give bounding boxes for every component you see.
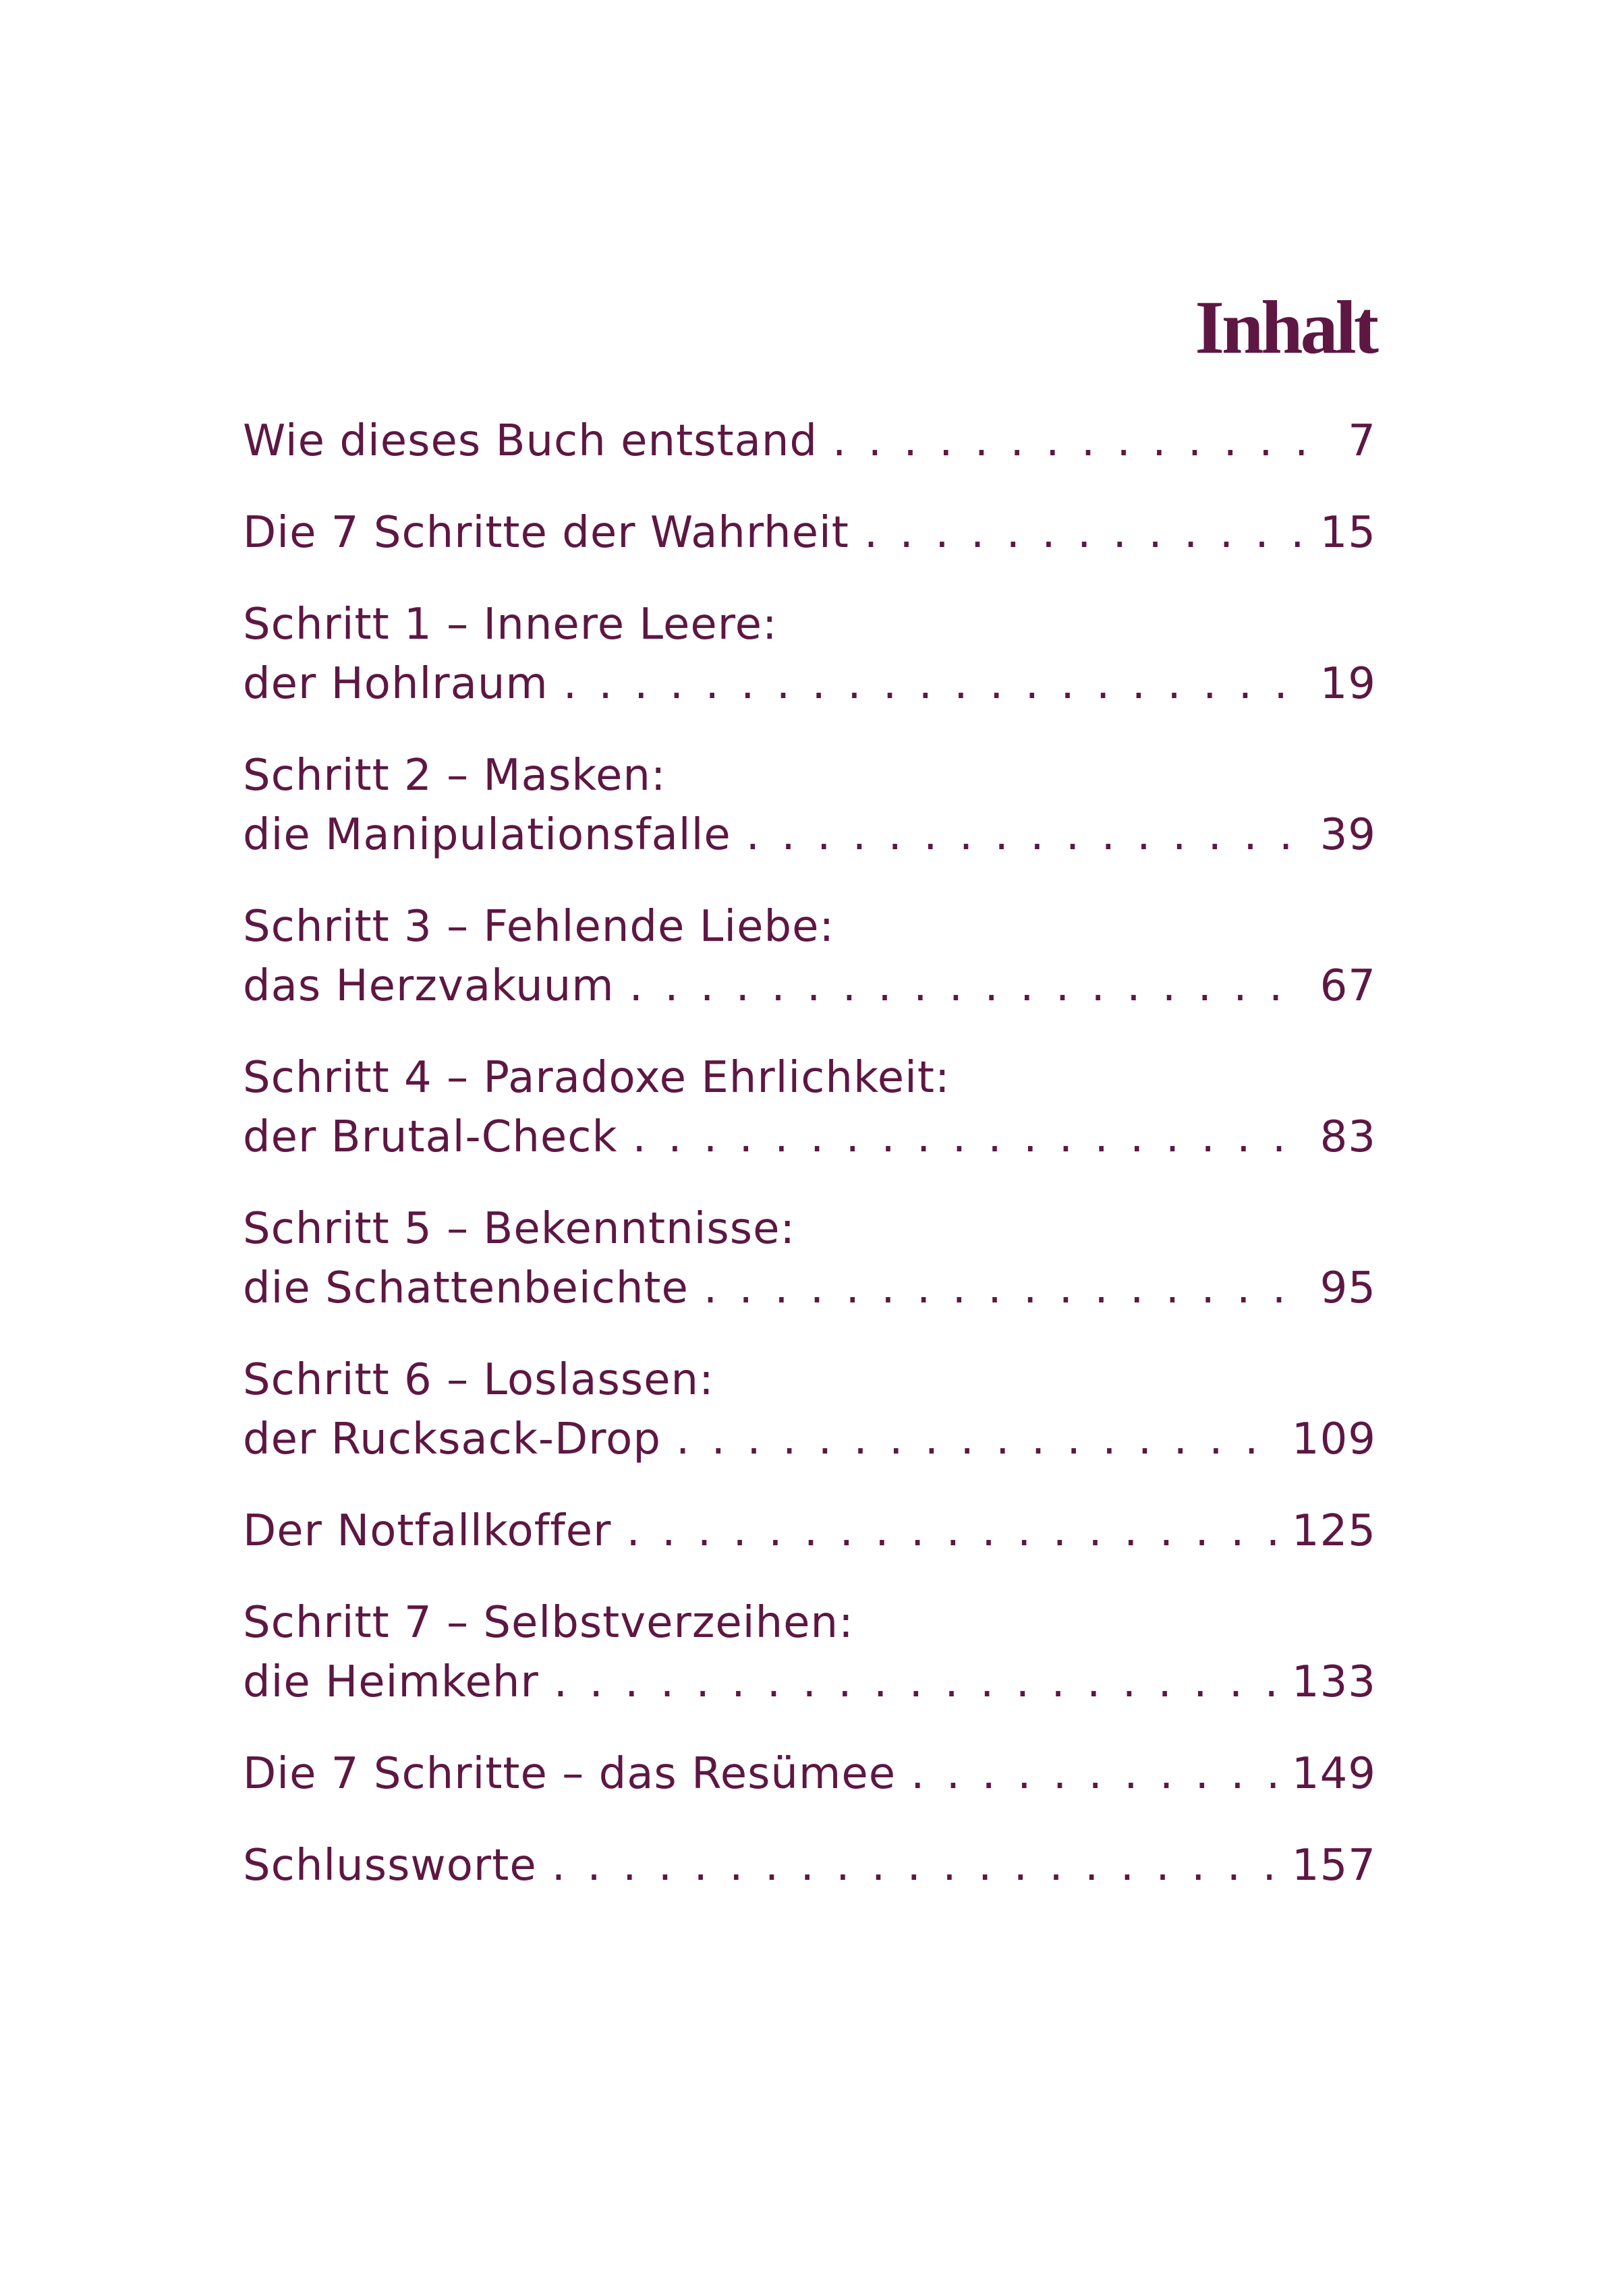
toc-leader-dots [633, 1108, 1305, 1167]
toc-leader-dots [704, 1259, 1305, 1318]
toc-page-number: 83 [1319, 1112, 1376, 1162]
toc-row [243, 1836, 1376, 1895]
toc-row [243, 956, 1376, 1016]
toc-entry-heading: Schritt 5 – Bekenntnisse: [243, 1204, 796, 1254]
toc-row [243, 1744, 1376, 1804]
toc-page-number: 19 [1319, 659, 1376, 709]
toc-entry-title: Die 7 Schritte – das Resümee [243, 1749, 897, 1799]
table-of-contents [243, 411, 1376, 1928]
toc-entry-title: die Manipulationsfalle [243, 810, 731, 860]
toc-leader-dots [676, 1410, 1277, 1469]
toc-entry-title: Wie dieses Buch entstand [243, 416, 818, 466]
toc-leader-dots [629, 956, 1305, 1016]
toc-entry[interactable] [243, 1836, 1376, 1895]
toc-row [243, 411, 1376, 471]
toc-page-number: 125 [1291, 1506, 1376, 1556]
toc-leader-dots [911, 1744, 1277, 1804]
toc-row [243, 1259, 1376, 1318]
toc-entry-heading: Schritt 1 – Innere Leere: [243, 600, 778, 650]
toc-entry-heading: Schritt 3 – Fehlende Liebe: [243, 902, 835, 952]
toc-entry[interactable] [243, 595, 1376, 714]
toc-row [243, 1653, 1376, 1712]
toc-page-number: 133 [1291, 1657, 1376, 1707]
toc-entry-title: der Brutal-Check [243, 1112, 618, 1162]
toc-entry-heading: Schritt 6 – Loslassen: [243, 1355, 714, 1405]
toc-entry[interactable] [243, 1744, 1376, 1804]
toc-page-number: 109 [1291, 1414, 1376, 1464]
toc-entry-title: Schlussworte [243, 1841, 537, 1891]
toc-leader-dots [554, 1653, 1277, 1712]
toc-leader-dots [552, 1836, 1277, 1895]
toc-entry-title: der Hohlraum [243, 659, 548, 709]
page-title: Inhalt [1195, 286, 1376, 370]
toc-entry[interactable] [243, 1350, 1376, 1469]
toc-entry[interactable] [243, 1501, 1376, 1561]
toc-entry[interactable] [243, 411, 1376, 471]
toc-entry[interactable] [243, 746, 1376, 865]
toc-page-number: 95 [1319, 1263, 1376, 1313]
toc-entry[interactable] [243, 897, 1376, 1016]
toc-entry-title: der Rucksack-Drop [243, 1414, 661, 1464]
toc-row [243, 1108, 1376, 1167]
toc-row [243, 503, 1376, 563]
toc-leader-dots [832, 411, 1333, 471]
toc-entry-title: die Schattenbeichte [243, 1263, 689, 1313]
toc-row [243, 805, 1376, 865]
toc-entry-heading: Schritt 7 – Selbstverzeihen: [243, 1598, 854, 1648]
toc-entry-title: die Heimkehr [243, 1657, 539, 1707]
toc-page-number: 67 [1319, 961, 1376, 1011]
toc-entry-title: Der Notfallkoffer [243, 1506, 612, 1556]
toc-entry-heading: Schritt 2 – Masken: [243, 751, 666, 801]
toc-entry[interactable] [243, 1048, 1376, 1167]
toc-page-number: 157 [1291, 1841, 1376, 1891]
toc-row [243, 1410, 1376, 1469]
toc-page-number: 149 [1291, 1749, 1376, 1799]
toc-page-number: 39 [1319, 810, 1376, 860]
toc-leader-dots [864, 503, 1305, 563]
toc-entry[interactable] [243, 1593, 1376, 1712]
toc-leader-dots [626, 1501, 1276, 1561]
toc-row [243, 1501, 1376, 1561]
toc-leader-dots [746, 805, 1305, 865]
toc-entry-title: Die 7 Schritte der Wahrheit [243, 508, 849, 558]
toc-leader-dots [563, 654, 1305, 714]
toc-row [243, 654, 1376, 714]
toc-entry-title: das Herzvakuum [243, 961, 615, 1011]
toc-entry[interactable] [243, 1199, 1376, 1318]
toc-entry[interactable] [243, 503, 1376, 563]
toc-page-number: 7 [1348, 416, 1376, 466]
toc-page-number: 15 [1319, 508, 1376, 558]
toc-entry-heading: Schritt 4 – Paradoxe Ehrlichkeit: [243, 1053, 950, 1103]
